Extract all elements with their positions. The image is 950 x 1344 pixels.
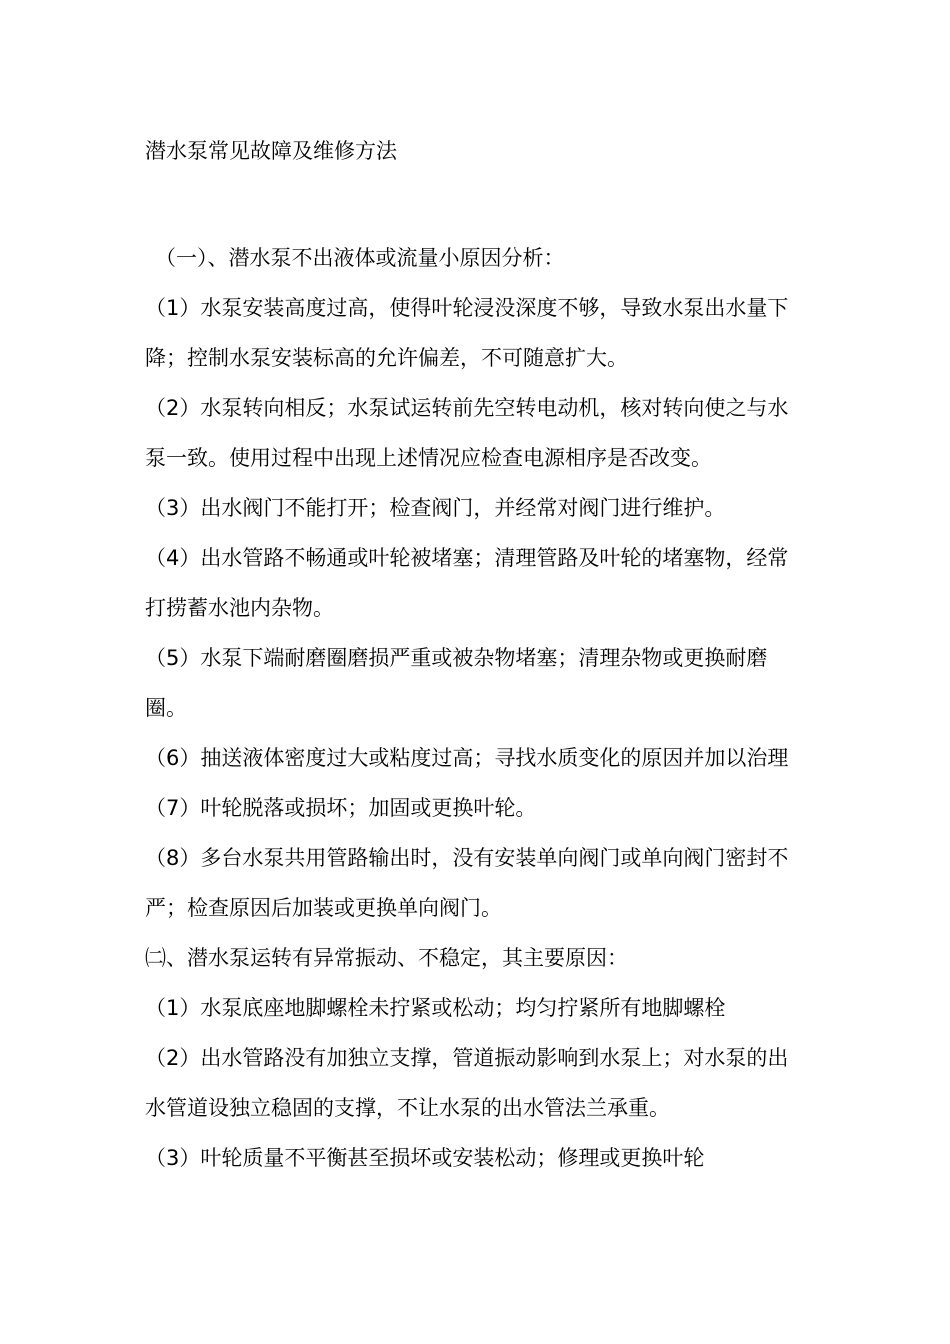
paragraph: （2）水泵转向相反；水泵试运转前先空转电动机，核对转向使之与水泵一致。使用过程中出现上述情况应检查电源相序是否改变。 [145, 396, 789, 470]
section-heading-2: ㈡、潜水泵运转有异常振动、不稳定，其主要原因： [145, 946, 628, 970]
paragraph: （1）水泵底座地脚螺栓未拧紧或松动；均匀拧紧所有地脚螺栓 [145, 996, 726, 1020]
paragraph: （4）出水管路不畅通或叶轮被堵塞；清理管路及叶轮的堵塞物，经常打捞蓄水池内杂物。 [145, 546, 789, 620]
paragraph: （5）水泵下端耐磨圈磨损严重或被杂物堵塞；清理杂物或更换耐磨圈。 [145, 646, 768, 720]
section-heading-1: （一）、潜水泵不出液体或流量小原因分析： [155, 246, 565, 270]
paragraph: （8）多台水泵共用管路输出时，没有安装单向阀门或单向阀门密封不严；检查原因后加装或更换单向阀门。 [145, 846, 789, 920]
document-body [145, 233, 809, 1183]
paragraph: （6）抽送液体密度过大或粘度过高；寻找水质变化的原因并加以治理 [145, 746, 789, 770]
paragraph: （3）出水阀门不能打开；检查阀门，并经常对阀门进行维护。 [145, 496, 726, 520]
paragraph: （3）叶轮质量不平衡甚至损坏或安装松动；修理或更换叶轮 [145, 1146, 705, 1170]
paragraph: （7）叶轮脱落或损坏；加固或更换叶轮。 [145, 796, 537, 820]
paragraph: （1）水泵安装高度过高，使得叶轮浸没深度不够，导致水泵出水量下降；控制水泵安装标高的允许偏差，不可随意扩大。 [145, 296, 789, 370]
paragraph: （2）出水管路没有加独立支撑，管道振动影响到水泵上；对水泵的出水管道设独立稳固的支撑，不让水泵的出水管法兰承重。 [145, 1046, 789, 1120]
document-title: 潜水泵常见故障及维修方法 [145, 139, 397, 163]
